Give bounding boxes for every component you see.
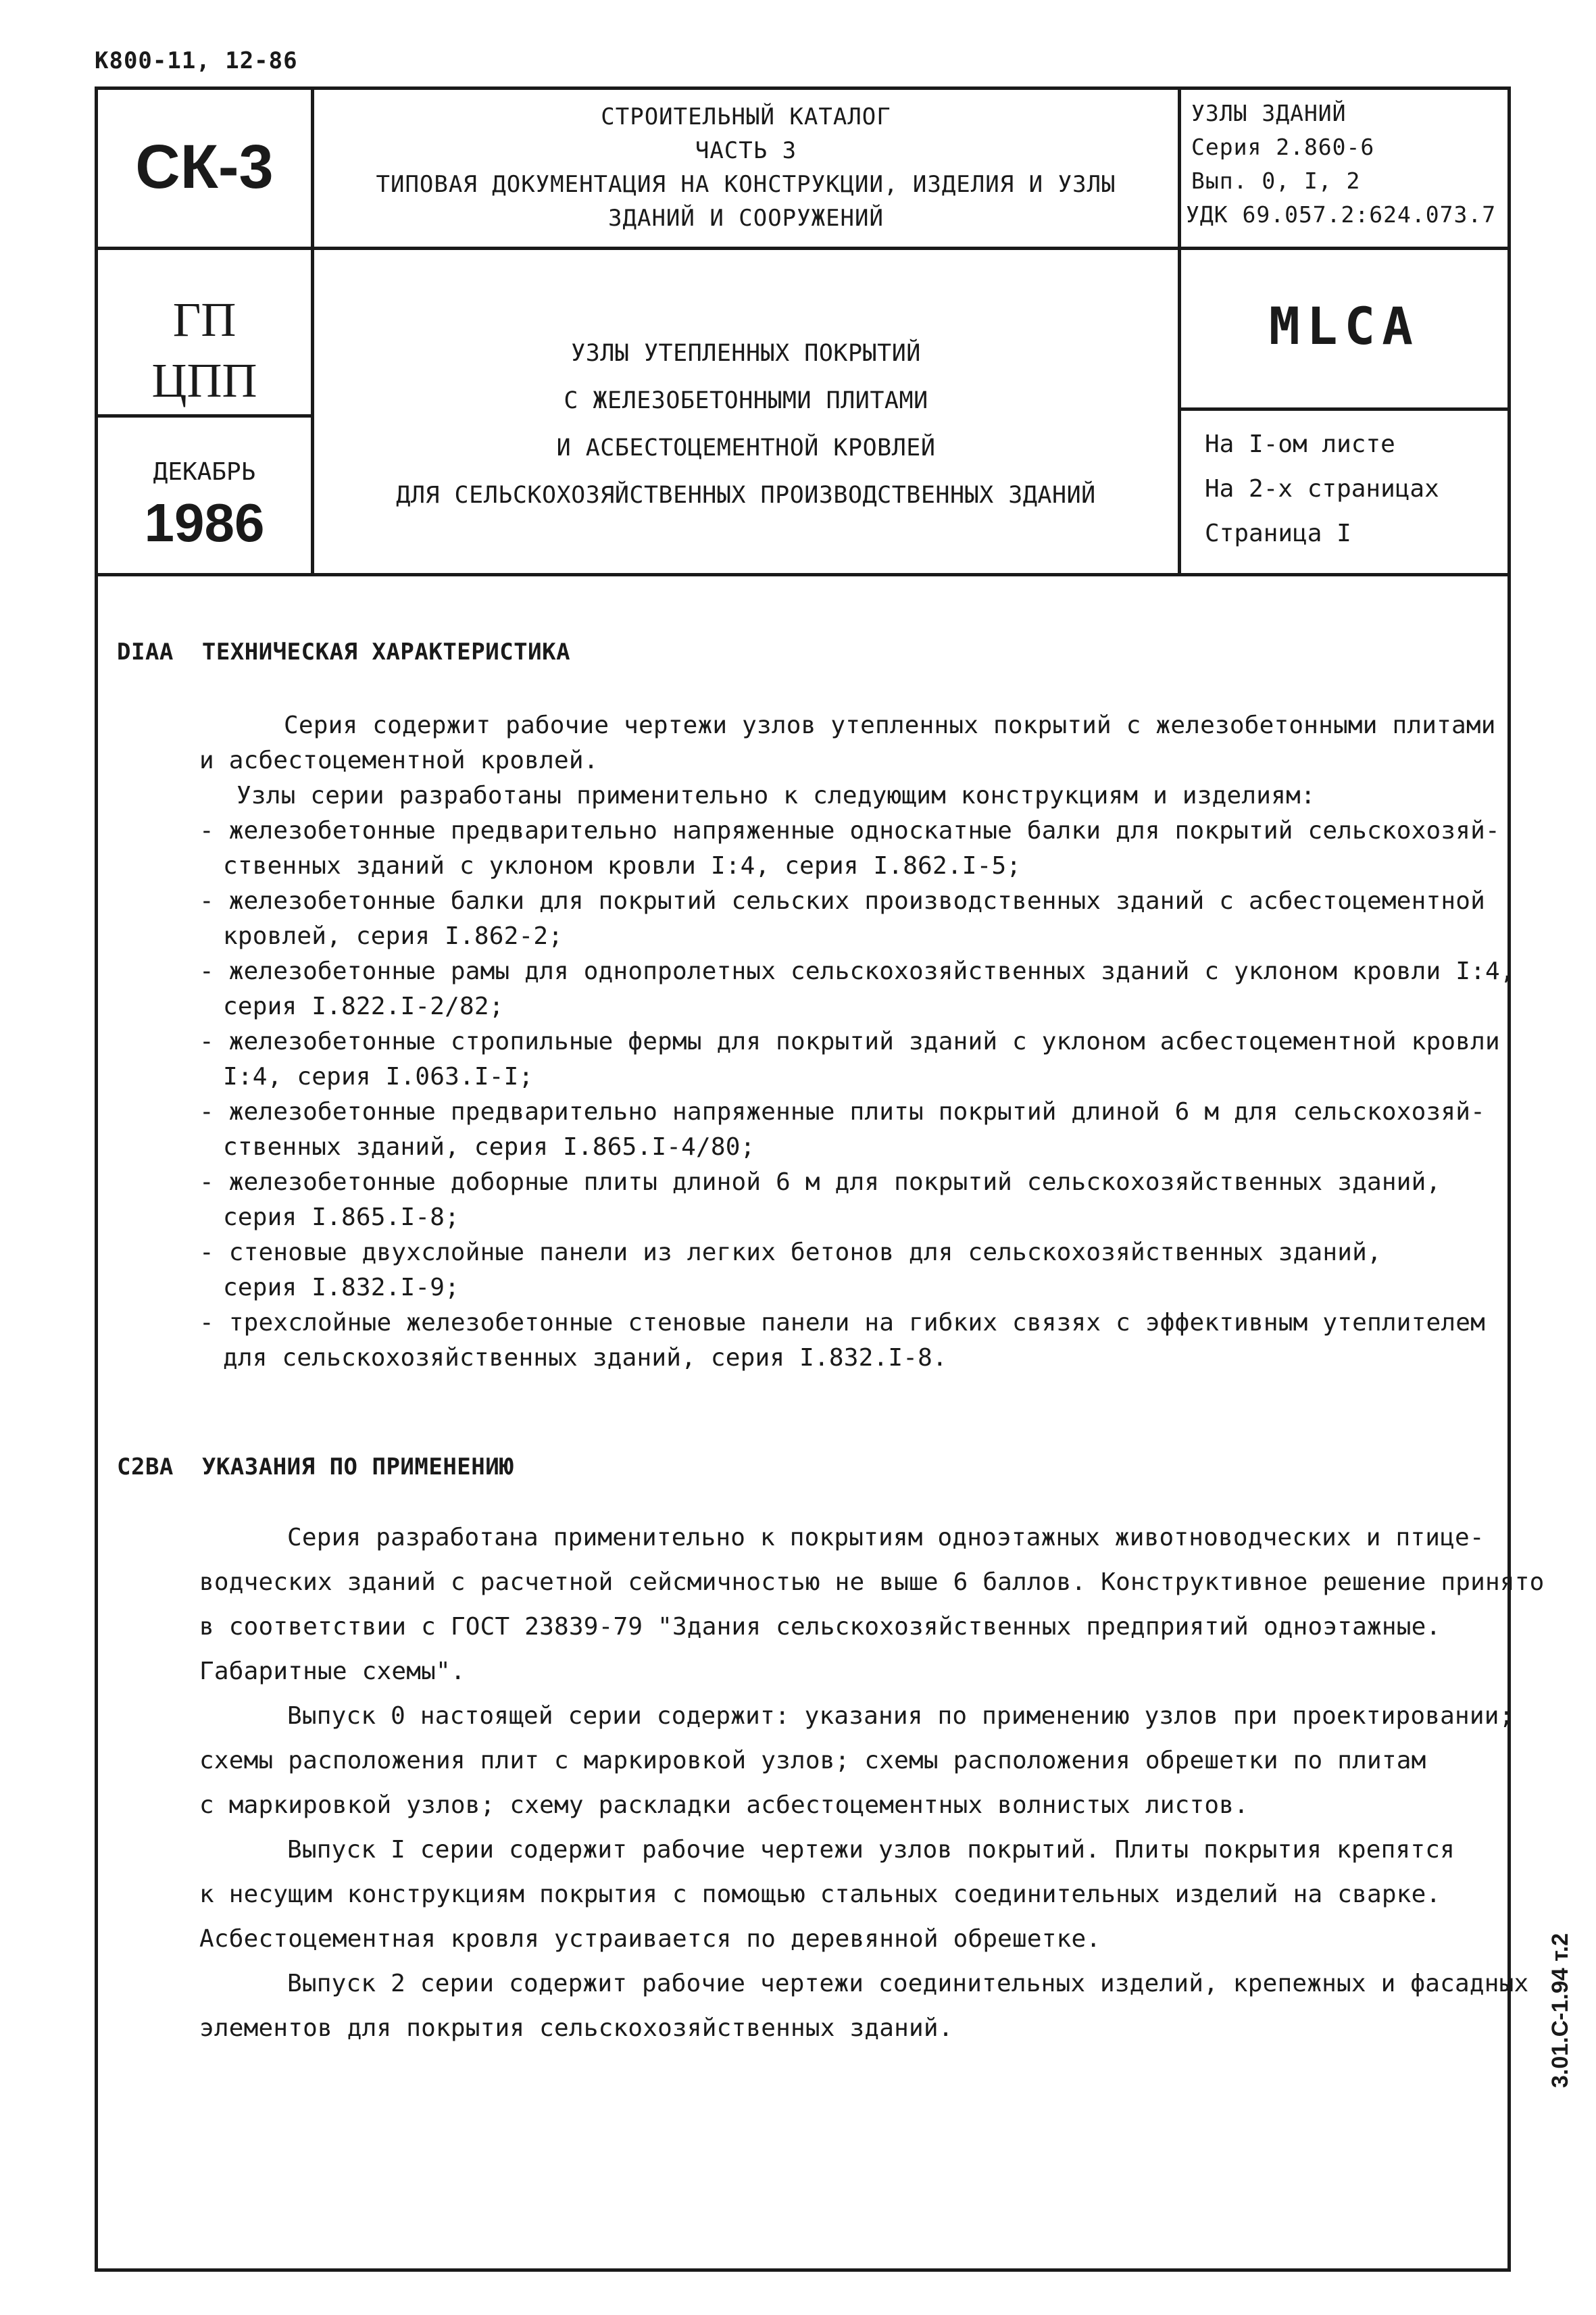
section2-line: Серия разработана применительно к покрытиям одноэтажных животноводческих и птице- (287, 1524, 1485, 1551)
section2-line: Асбестоцементная кровля устраивается по деревянной обрешетке. (199, 1925, 1101, 1953)
section1-line: Узлы серии разработаны применительно к следующим конструкциям и изделиям: (236, 782, 1316, 810)
sheet-line: На I-ом листе (1205, 430, 1395, 458)
section2-line: Выпуск I серии содержит рабочие чертежи узлов покрытий. Плиты покрытия крепятся (287, 1836, 1455, 1864)
section1-line: - железобетонные предварительно напряженные односкатные балки для покрытий сельскохозяй- (199, 817, 1500, 845)
section2-line: к несущим конструкциям покрытия с помощью стальных соединительных изделий на сварке. (199, 1881, 1441, 1908)
page-frame (95, 86, 1545, 2272)
section1-line: - железобетонные стропильные фермы для покрытий зданий с уклоном асбестоцементной кровли (199, 1028, 1500, 1055)
section2-code: C2BA (117, 1453, 174, 1480)
section1-line: - железобетонные предварительно напряженные плиты покрытий длиной 6 м для сельскохозяй- (199, 1098, 1486, 1126)
catalog-line: ТИПОВАЯ ДОКУМЕНТАЦИЯ НА КОНСТРУКЦИИ, ИЗДЕЛИЯ И УЗЛЫ (376, 171, 1116, 198)
org-line: ЦПП (151, 353, 257, 407)
catalog-line: ЧАСТЬ 3 (695, 137, 797, 164)
series-line: Вып. 0, I, 2 (1191, 168, 1361, 194)
classification-code: MLCA (1268, 296, 1420, 356)
organization (98, 289, 311, 411)
section1-line: - железобетонные доборные плиты длиной 6 м для покрытий сельскохозяйственных зданий, (199, 1168, 1441, 1196)
section1-line: - трехслойные железобетонные стеновые панели на гибких связях с эффективным утеплителем (199, 1309, 1486, 1337)
section1-line: для сельскохозяйственных зданий, серия I.832.I-8. (223, 1344, 947, 1372)
section2-line: элементов для покрытия сельскохозяйственных зданий. (199, 2014, 953, 2042)
catalog-title (314, 100, 1178, 235)
series-line: Серия 2.860-6 (1191, 134, 1375, 160)
section1-line: - железобетонные балки для покрытий сельских производственных зданий с асбестоцементной (199, 887, 1486, 915)
document-code: К800-11, 12-86 (95, 47, 298, 74)
section1-line: ственных зданий, серия I.865.I-4/80; (223, 1133, 755, 1161)
section1-line: кровлей, серия I.862-2; (223, 922, 564, 950)
section1-line: серия I.822.I-2/82; (223, 993, 504, 1020)
catalog-line: СТРОИТЕЛЬНЫЙ КАТАЛОГ (601, 103, 891, 130)
series-info (1186, 97, 1509, 232)
side-stamp: 3.01.С-1.94 т.2 (1547, 1933, 1573, 2088)
section1-line: I:4, серия I.063.I-I; (223, 1063, 534, 1091)
catalog-code: СК-3 (135, 132, 274, 201)
sheet-info (1205, 424, 1502, 554)
title-line: ДЛЯ СЕЛЬСКОХОЗЯЙСТВЕННЫХ ПРОИЗВОДСТВЕННЫХ ЗДАНИЙ (396, 482, 1096, 509)
series-line: УЗЛЫ ЗДАНИЙ (1191, 100, 1347, 126)
section2-line: Выпуск 2 серии содержит рабочие чертежи соединительных изделий, крепежных и фасадных (287, 1970, 1529, 1997)
document-title (314, 330, 1178, 519)
section2-line: в соответствии с ГОСТ 23839-79 "Здания сельскохозяйственных предприятий одноэтажные. (199, 1613, 1441, 1641)
sheet-line: На 2-х страницах (1205, 475, 1439, 503)
catalog-line: ЗДАНИЙ И СООРУЖЕНИЙ (608, 205, 884, 232)
section1-title: ТЕХНИЧЕСКАЯ ХАРАКТЕРИСТИКА (201, 639, 571, 666)
date-month: ДЕКАБРЬ (153, 458, 256, 486)
section2-line: схемы расположения плит с маркировкой узлов; схемы расположения обрешетки по плитам (199, 1747, 1426, 1774)
section2-heading (117, 1453, 514, 1480)
title-line: И АСБЕСТОЦЕМЕНТНОЙ КРОВЛЕЙ (556, 434, 936, 462)
title-line: С ЖЕЛЕЗОБЕТОННЫМИ ПЛИТАМИ (564, 387, 928, 414)
section2-line: Выпуск 0 настоящей серии содержит: указания по применению узлов при проектировании; (287, 1702, 1514, 1730)
section1-line: серия I.832.I-9; (223, 1274, 459, 1301)
right-divider (1178, 407, 1507, 411)
header-divider-1 (98, 247, 1507, 250)
section2-line: Габаритные схемы". (199, 1658, 466, 1685)
section1-heading (117, 639, 570, 666)
left-divider (98, 414, 311, 418)
section2-line: с маркировкой узлов; схему раскладки асбестоцементных волнистых листов. (199, 1791, 1249, 1819)
section2-line: водческих зданий с расчетной сейсмичностью не выше 6 баллов. Конструктивное решение принято (199, 1568, 1545, 1596)
header-divider-2 (98, 573, 1507, 576)
section1-line: - железобетонные рамы для однопролетных сельскохозяйственных зданий с уклоном кровли I:4, (199, 957, 1515, 985)
section1-line: Серия содержит рабочие чертежи узлов утепленных покрытий с железобетонными плитами (284, 712, 1496, 739)
section1-code: DIAA (117, 639, 174, 666)
section2-title: УКАЗАНИЯ ПО ПРИМЕНЕНИЮ (201, 1453, 514, 1480)
series-line: УДК 69.057.2:624.073.7 (1186, 201, 1497, 228)
section1-line: серия I.865.I-8; (223, 1203, 459, 1231)
section1-line: - стеновые двухслойные панели из легких бетонов для сельскохозяйственных зданий, (199, 1239, 1382, 1266)
title-line: УЗЛЫ УТЕПЛЕННЫХ ПОКРЫТИЙ (571, 340, 921, 367)
section1-line: ственных зданий с уклоном кровли I:4, серия I.862.I-5; (223, 852, 1022, 880)
section1-line: и асбестоцементной кровлей. (199, 747, 599, 774)
date-year: 1986 (144, 493, 265, 553)
org-line: ГП (172, 293, 236, 347)
sheet-line: Страница I (1205, 520, 1351, 547)
